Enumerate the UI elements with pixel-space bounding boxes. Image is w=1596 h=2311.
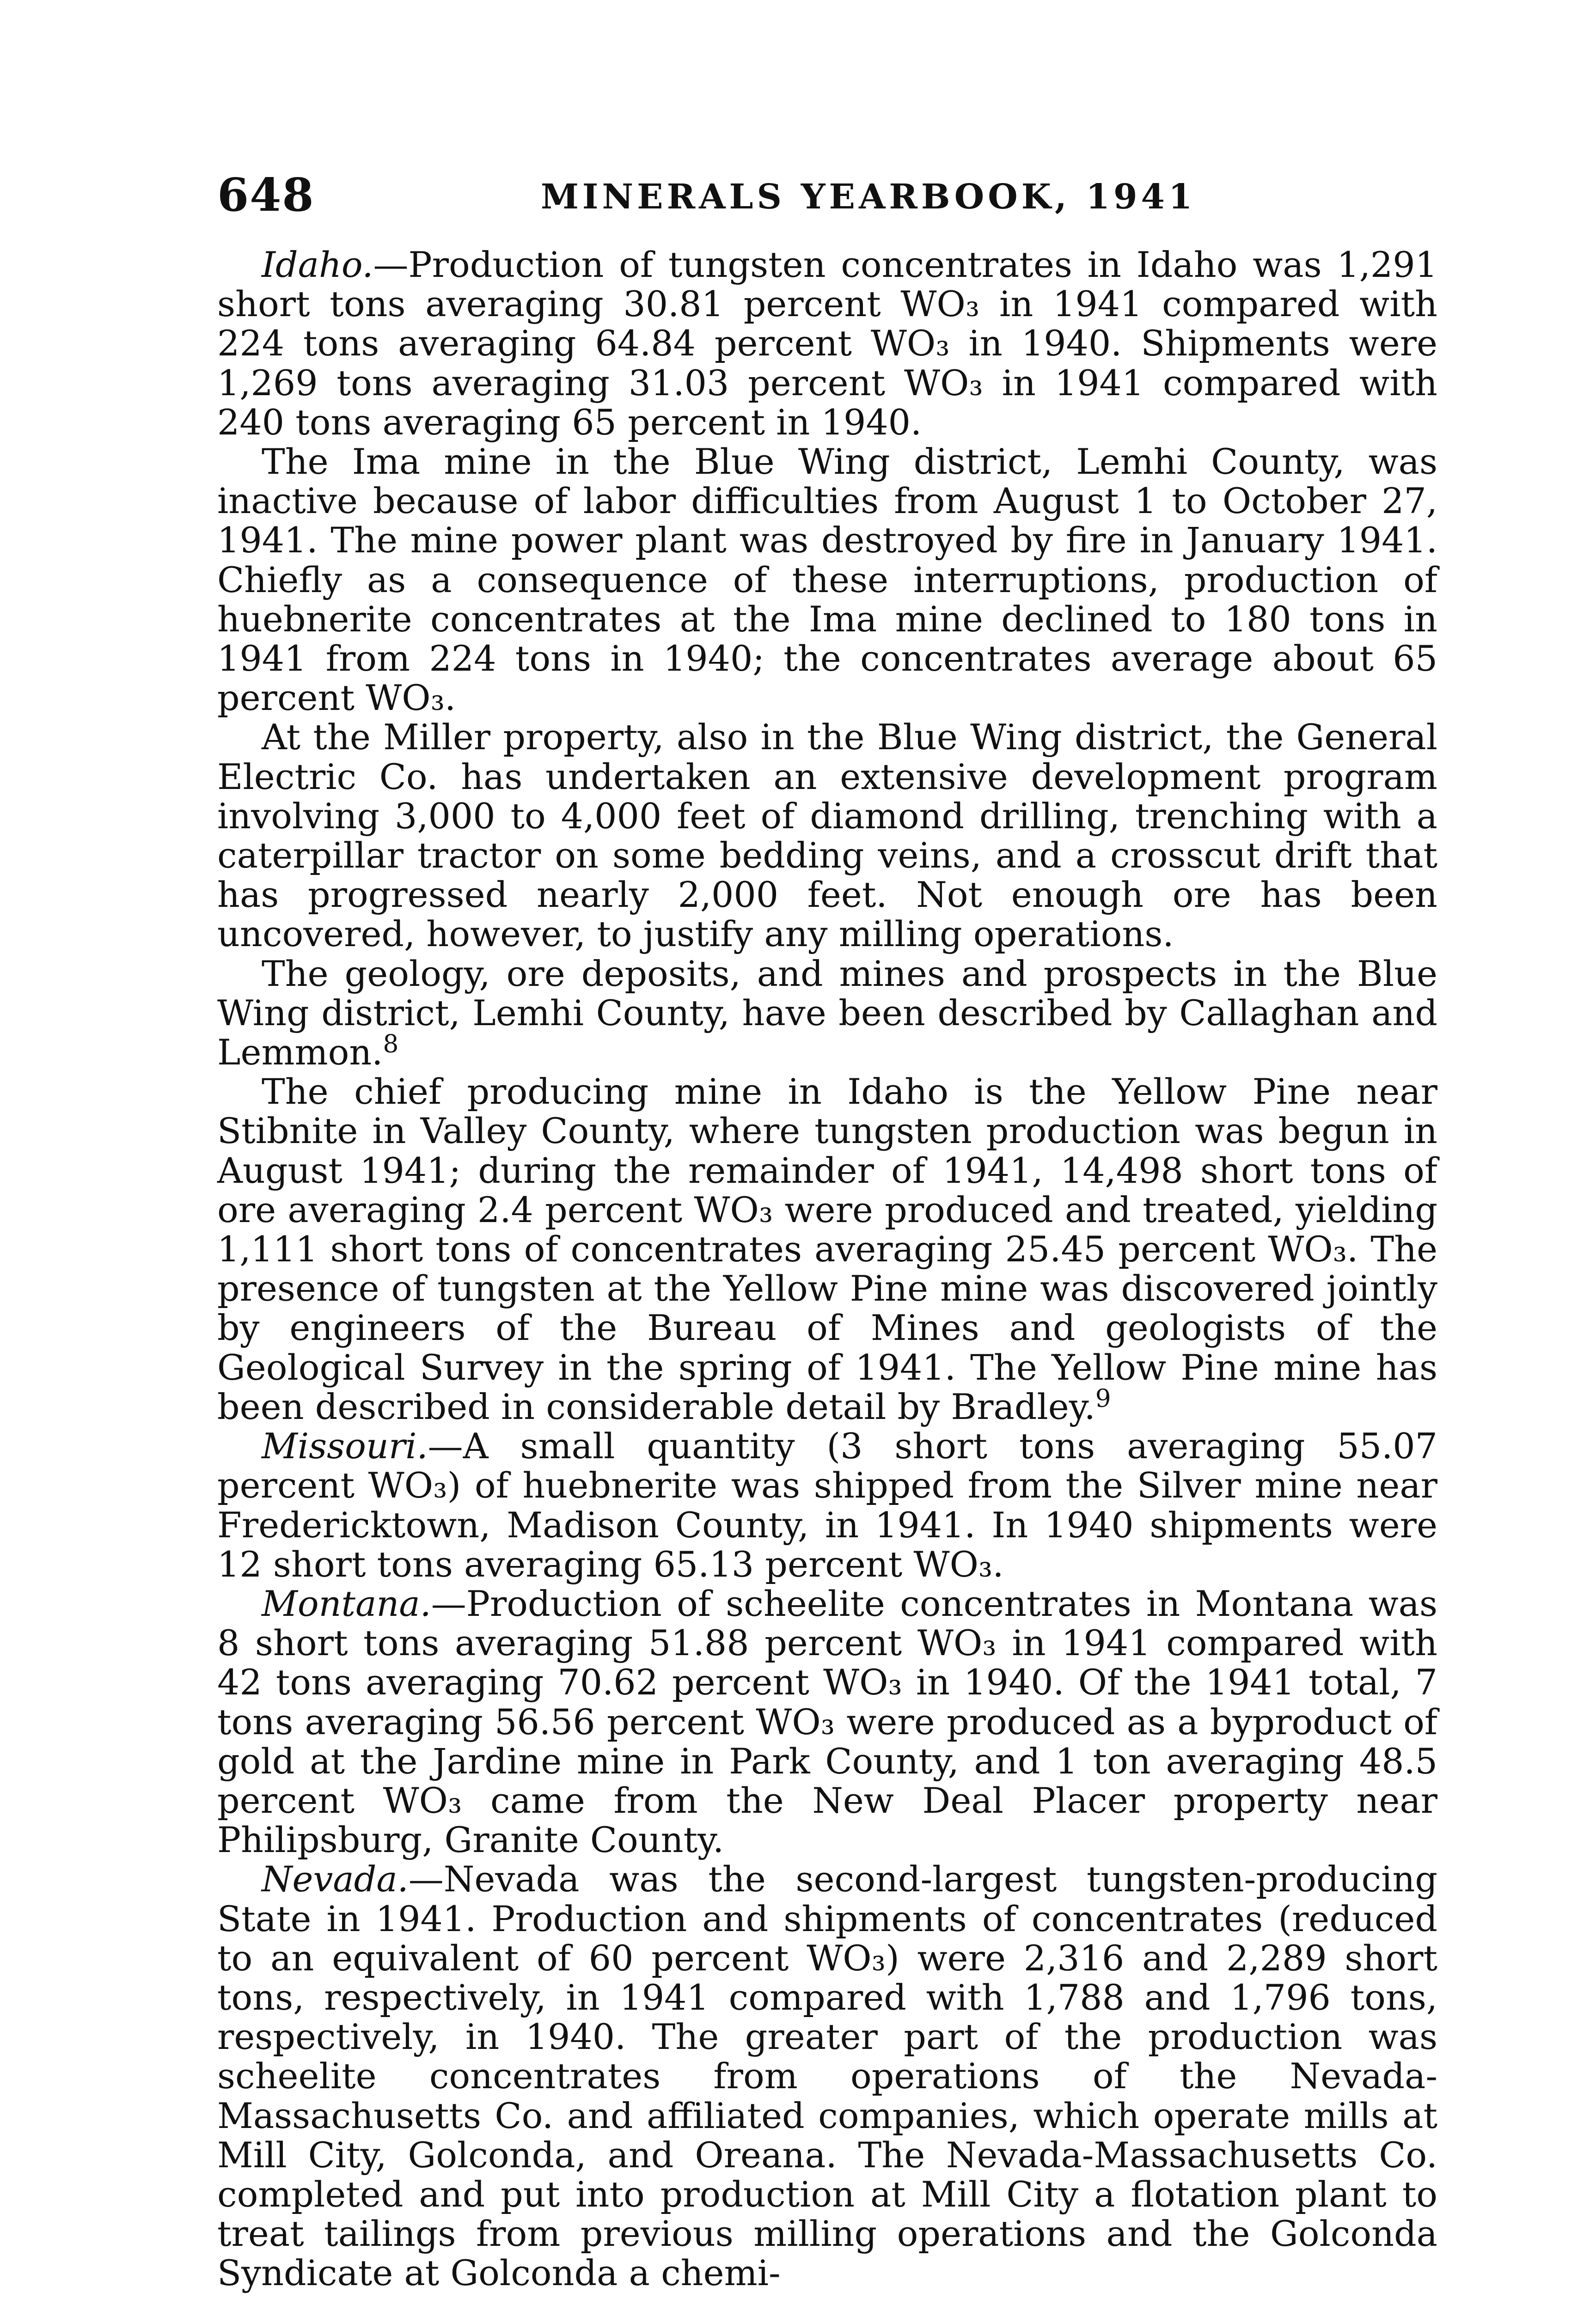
paragraph-montana [217,1584,1437,1859]
paragraph-text: The Ima mine in the Blue Wing district, Lemhi County, was inactive because of labor difficulties from August 1 to October 27, 1941. The mine power plant was destroyed by fire in January 1941. Chiefly as a consequence of these interruptions, production of huebnerite concentrates at the Ima mine declined to 180 tons in 1941 from 224 tons in 1940; the concentrates average about 65 percent WO₃. [217,441,1437,719]
paragraph-missouri [217,1426,1437,1584]
paragraph-text: —A small quantity (3 short tons averaging 55.07 percent WO₃) of huebnerite was shipped from the Silver mine near Fredericktown, Madison County, in 1941. In 1940 shipments were 12 short tons averaging 65.13 percent WO₃. [217,1425,1437,1585]
paragraph-miller-property [217,717,1437,954]
body-text [217,245,1437,2293]
paragraph-text: The chief producing mine in Idaho is the Yellow Pine near Stibnite in Valley County, where tungsten production was begun in August 1941; during the remainder of 1941, 14,498 short tons of ore averaging 2.4 percent WO₃ were produced and treated, yielding 1,111 short tons of concentrates averaging 25.45 percent WO₃. The presence of tungsten at the Yellow Pine mine was discovered jointly by engineers of the Bureau of Mines and geologists of the Geological Survey in the spring of 1941. The Yellow Pine mine has been described in considerable detail by Bradley. [217,1071,1437,1427]
page-header [217,169,1437,229]
page-number: 648 [217,169,315,222]
paragraph-text: At the Miller property, also in the Blue Wing district, the General Electric Co. has undertaken an extensive development program involving 3,000 to 4,000 feet of diamond drilling, trenching with a caterpillar tractor on some bedding veins, and a crosscut drift that has progressed nearly 2,000 feet. Not enough ore has been uncovered, however, to justify any milling operations. [217,716,1437,955]
paragraph-text: —Production of scheelite concentrates in Montana was 8 short tons averaging 51.88 percent WO₃ in 1941 compared with 42 tons averaging 70.62 percent WO₃ in 1940. Of the 1941 total, 7 tons averaging 56.56 percent WO₃ were produced as a byproduct of gold at the Jardine mine in Park County, and 1 ton averaging 48.5 percent WO₃ came from the New Deal Placer property near Philipsburg, Granite County. [217,1583,1437,1861]
state-heading-nevada: Nevada. [262,1859,409,1900]
state-heading-idaho: Idaho. [262,244,373,285]
paragraph-text: The geology, ore deposits, and mines and prospects in the Blue Wing district, Lemhi County, have been described by Callaghan and Lemmon. [217,953,1437,1073]
paragraph-yellow-pine [217,1072,1437,1426]
paragraph-ima-mine [217,442,1437,717]
state-heading-montana: Montana. [262,1583,431,1624]
footnote-reference-9: 9 [1095,1384,1111,1413]
paragraph-text: —Production of tungsten concentrates in Idaho was 1,291 short tons averaging 30.81 percent WO₃ in 1941 compared with 224 tons averaging 64.84 percent WO₃ in 1940. Shipments were 1,269 tons averaging 31.03 percent WO₃ in 1941 compared with 240 tons averaging 65 percent in 1940. [217,244,1437,443]
paragraph-geology [217,954,1437,1072]
state-heading-missouri: Missouri. [262,1425,428,1467]
paragraph-text: —Nevada was the second-largest tungsten-producing State in 1941. Production and shipments of concentrates (reduced to an equivalent of 60 percent WO₃) were 2,316 and 2,289 short tons, respectively, in 1941 compared with 1,788 and 1,796 tons, respectively, in 1940. The greater part of the production was scheelite concentrates from operations of the Nevada-Massachusetts Co. and affiliated companies, which operate mills at Mill City, Golconda, and Oreana. The Nevada-Massachusetts Co. completed and put into production at Mill City a flotation plant to treat tailings from previous milling operations and the Golconda Syndicate at Golconda a chemi- [217,1859,1437,2294]
footnote-reference-8: 8 [383,1029,399,1058]
running-title: MINERALS YEARBOOK, 1941 [541,177,1196,217]
paragraph-nevada [217,1859,1437,2293]
paragraph-idaho [217,245,1437,442]
